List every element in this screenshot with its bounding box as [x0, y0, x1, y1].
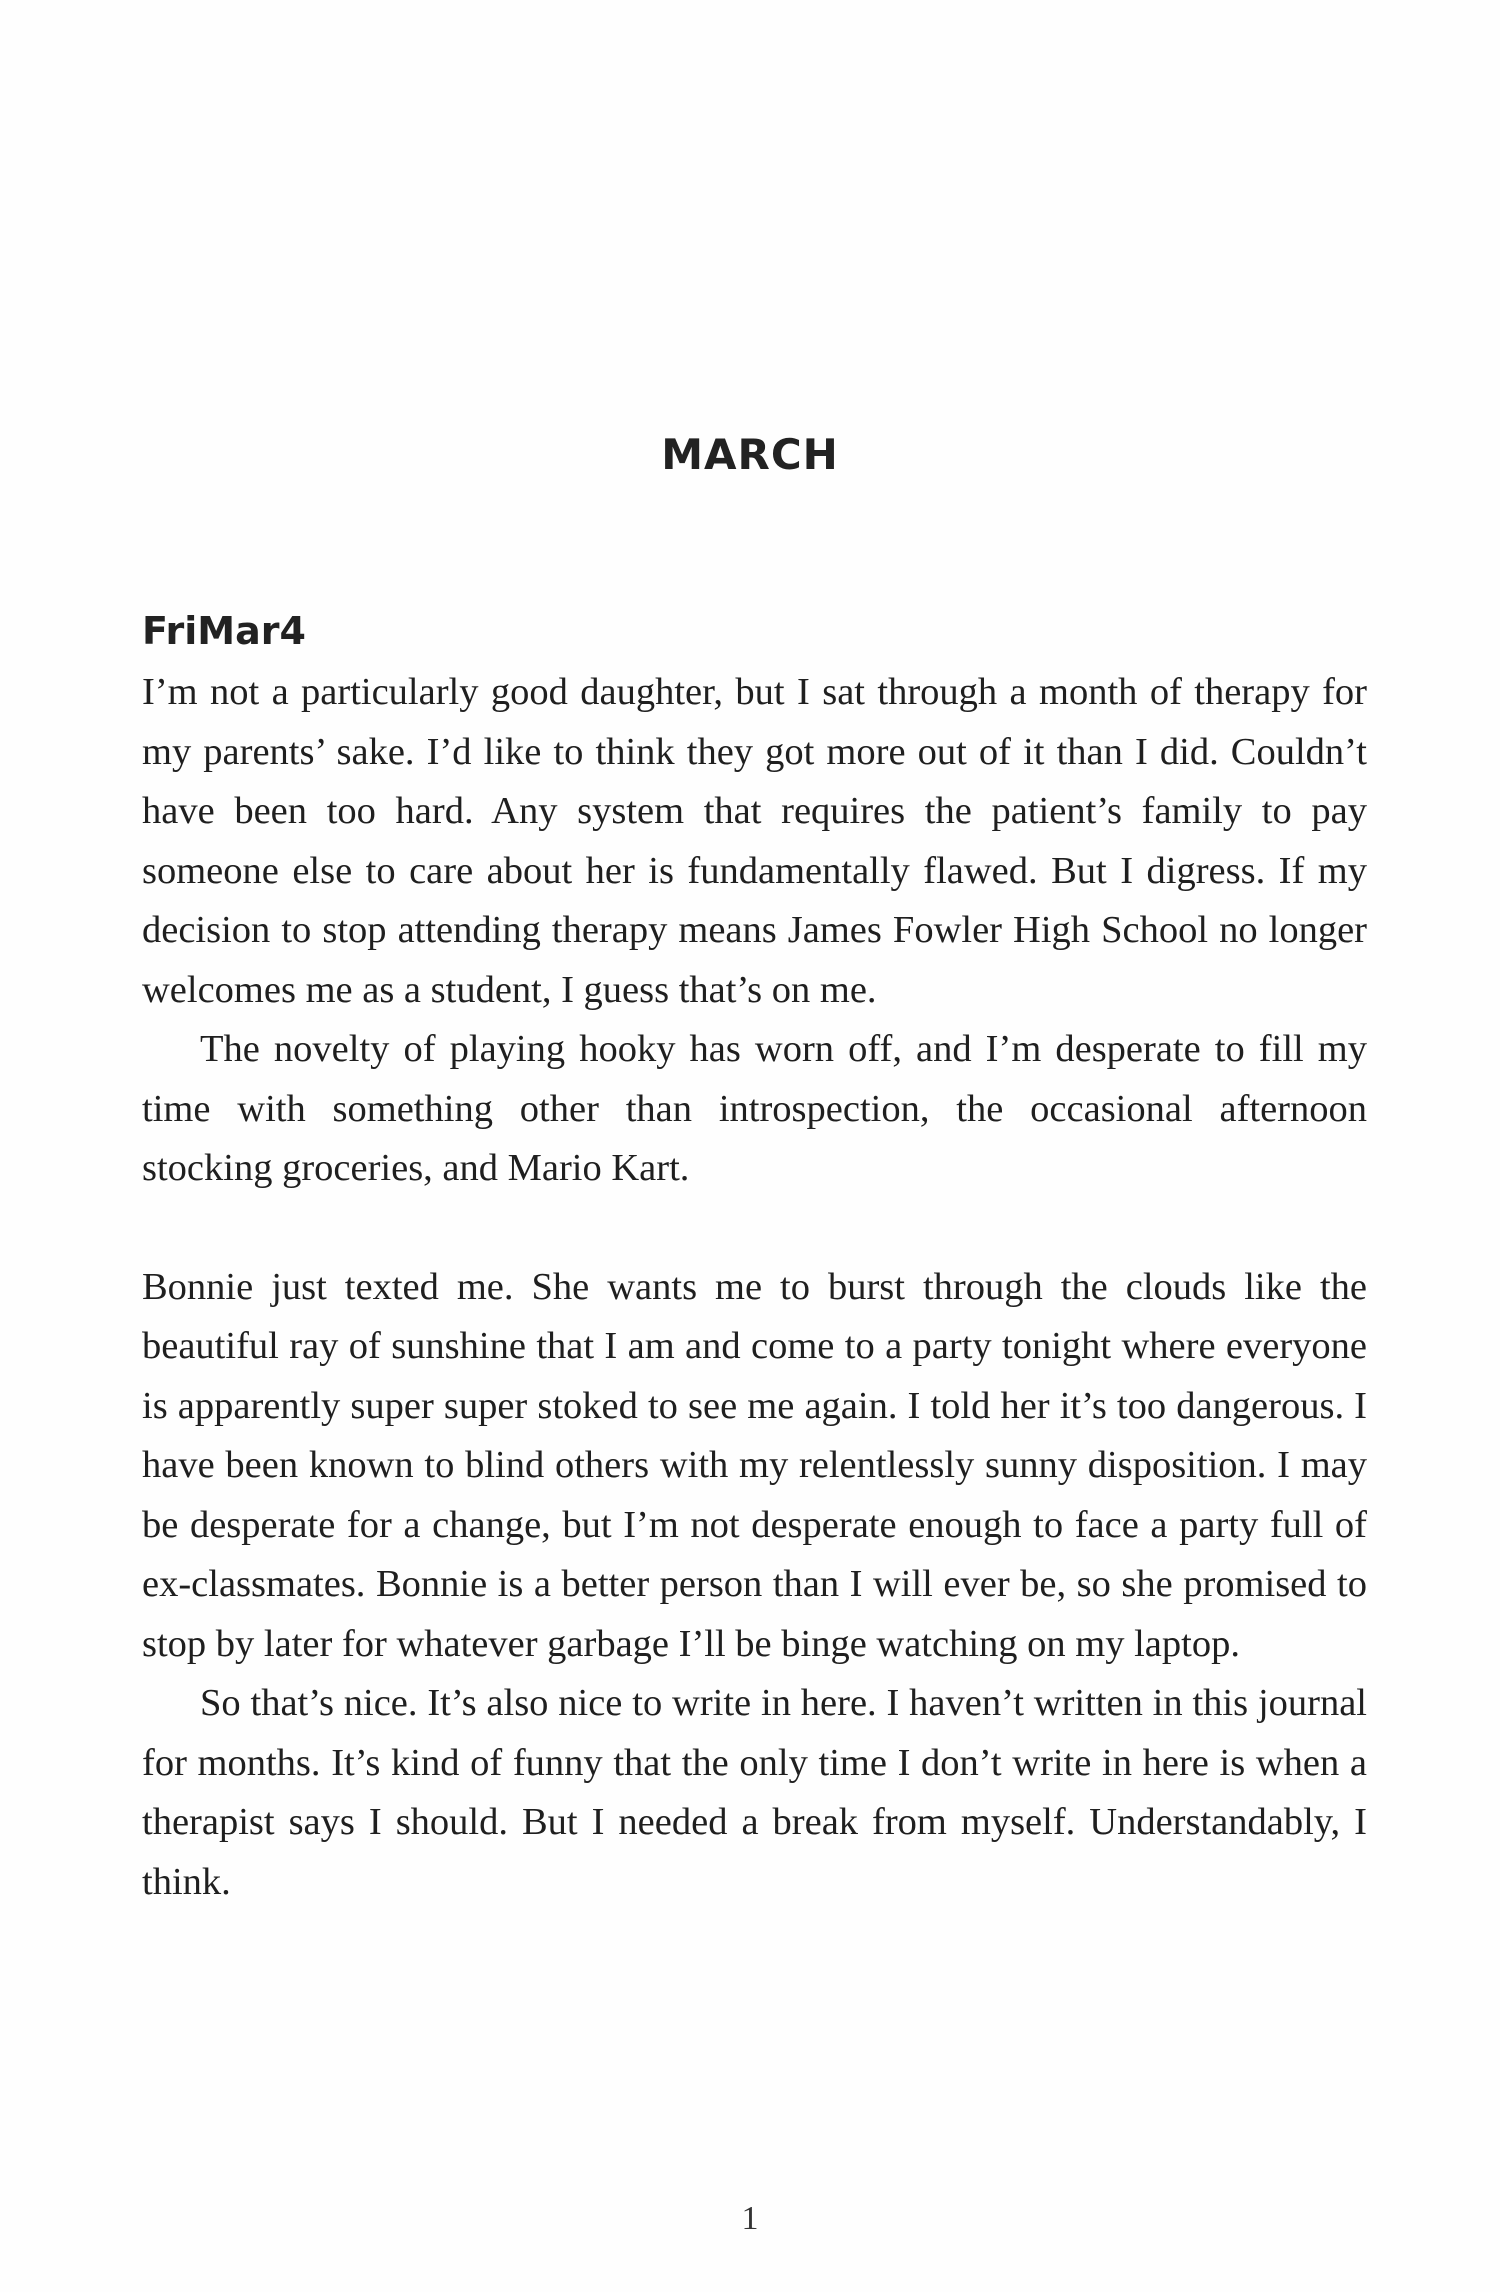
page-number: 1 — [741, 2200, 759, 2237]
entry-date-heading: FriMar4 — [142, 609, 306, 653]
paragraph-3: Bonnie just texted me. She wants me to burst through the clouds like the beautiful ray of sunshine that I am and come to a party tonight where everyone is apparently super super stoked to see me again. I told her it’s too dangerous. I have been known to blind others with my relentlessly sunny disposition. I may be desperate for a change, but I’m not desperate enough to face a party full of ex-classmates. Bonnie is a better person than I will ever be, so she promised to stop by later for whatever garbage I’ll be binge watching on my laptop. — [142, 1265, 1367, 1665]
paragraph-4: So that’s nice. It’s also nice to write in here. I haven’t written in this journal for months. It’s kind of funny that the only time I don’t write in here is when a therapist says I should. But I needed a break from myself. Understandably, I think. — [142, 1682, 1367, 1903]
paragraph-1: I’m not a particularly good daughter, but I sat through a month of therapy for my parents’ sake. I’d like to think they got more out of it than I did. Couldn’t have been too hard. Any system that requires the patient’s family to pay someone else to care about her is fundamentally flawed. But I digress. If my decision to stop attending therapy means James Fowler High School no longer welcomes me as a student, I guess that’s on me. — [142, 671, 1367, 1011]
paragraph-2: The novelty of playing hooky has worn off, and I’m desperate to fill my time with something other than introspection, the occasional afternoon stocking groceries, and Mario Kart. — [142, 1028, 1367, 1189]
chapter-title: MARCH — [661, 430, 839, 479]
journal-entry — [142, 605, 1367, 1912]
